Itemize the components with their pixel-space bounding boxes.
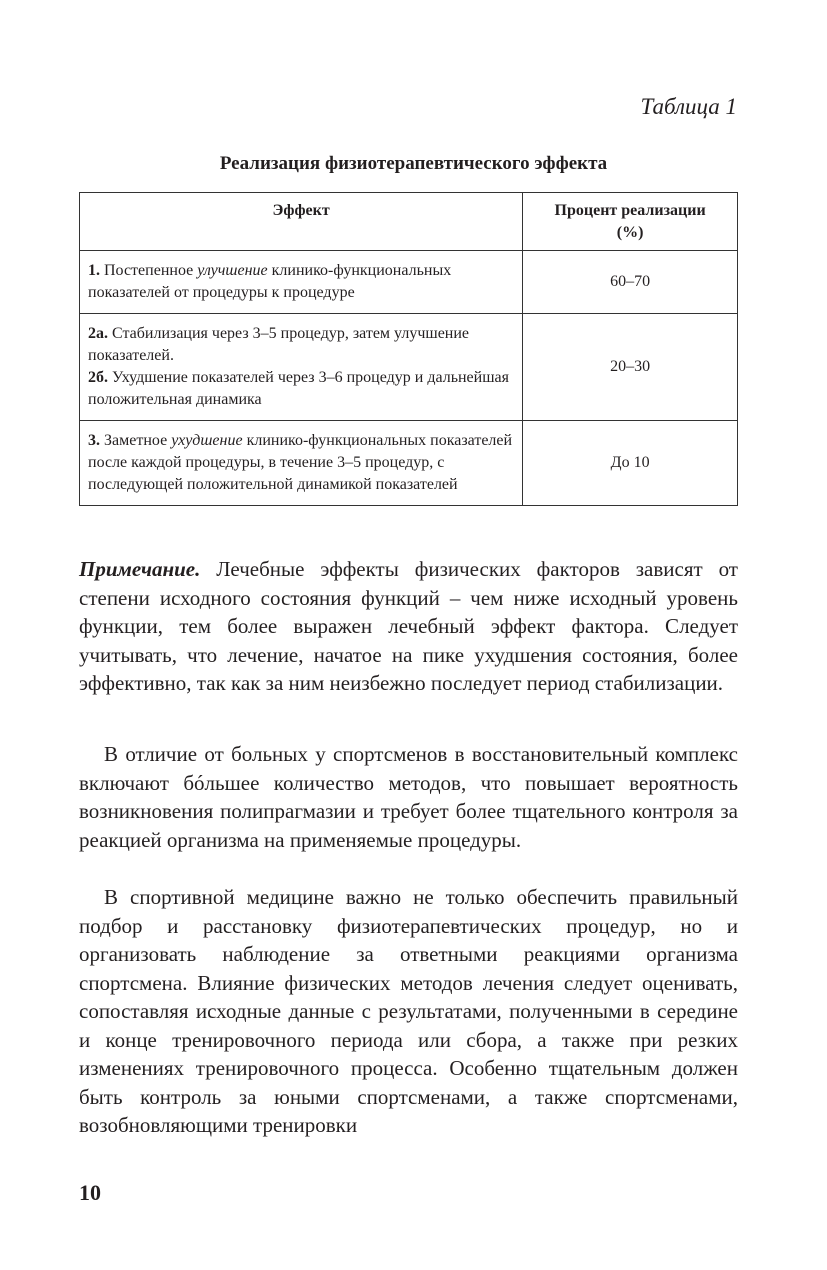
page-number: 10 — [79, 1180, 101, 1205]
effect-description — [80, 314, 523, 421]
effect-percent: До 10 — [523, 421, 738, 506]
table-row — [80, 251, 738, 314]
effect-text: Стабилизация через 3–5 процедур, затем улучшение показателей. — [88, 325, 470, 364]
note-label: Примечание. — [79, 557, 201, 581]
table-label: Таблица 1 — [640, 94, 737, 119]
body-paragraph: В отличие от больных у спортсменов в восстановительный комплекс включают бóльшее количество методов, что повышает вероятность возникновения полипрагмазии и требует более тщательного контроля за реакцией организма на применяемые процедуры. — [79, 742, 738, 852]
effect-text: Постепенное — [100, 262, 198, 279]
effect-percent: 20–30 — [523, 314, 738, 421]
effect-keyword: улучшение — [197, 262, 268, 279]
header-effect: Эффект — [80, 193, 523, 251]
table-header-row — [80, 193, 738, 251]
body-paragraph: В спортивной медицине важно не только обеспечить правильный подбор и расстановку физиотерапевтических процедур, но и организовать наблюдение за ответными реакциями организма спортсмена. Влияние физических методов лечения следует оценивать, сопоставляя исходные данные с результатами, полученными в середине и конце тренировочного периода или сбора, а также при резких изменениях тренировочного процесса. Особенно тщательным должен быть контроль за юными спортсменами, а также спортсменами, возобновляющими тренировки — [79, 885, 738, 1137]
header-percent-line1: Процент реализации — [554, 202, 706, 219]
effect-text: клинико-функциональных показателей после каждой процедуры, в течение 3–5 процедур, с последующей положительной динамикой показателей — [88, 432, 513, 493]
note-text: Лечебные эффекты физических факторов зависят от степени исходного состояния функций – чем ниже исходный уровень функции, тем более выражен лечебный эффект фактора. Следует учитывать, что лечение, начатое на пике ухудшения состояния, более эффективно, так как за ним неизбежно последует период стабилизации. — [79, 557, 738, 695]
header-percent — [523, 193, 738, 251]
effect-description — [80, 421, 523, 506]
effect-description — [80, 251, 523, 314]
table-title: Реализация физиотерапевтического эффекта — [219, 153, 608, 174]
effects-table — [79, 192, 738, 506]
effect-text: Заметное — [100, 432, 172, 449]
effect-percent: 60–70 — [523, 251, 738, 314]
effect-keyword: ухудшение — [171, 432, 243, 449]
table-row — [80, 314, 738, 421]
effect-text: клинико-функциональных показателей от процедуры к процедуре — [88, 262, 452, 301]
effect-number: 3. — [88, 432, 100, 449]
effect-number: 2а. — [88, 325, 108, 342]
effect-text: Ухудшение показателей через 3–6 процедур и дальнейшая положительная динамика — [88, 369, 509, 408]
effect-number: 2б. — [88, 369, 108, 386]
table-row — [80, 421, 738, 506]
effect-number: 1. — [88, 262, 100, 279]
header-percent-line2: (%) — [616, 224, 644, 241]
table-note — [79, 555, 738, 698]
